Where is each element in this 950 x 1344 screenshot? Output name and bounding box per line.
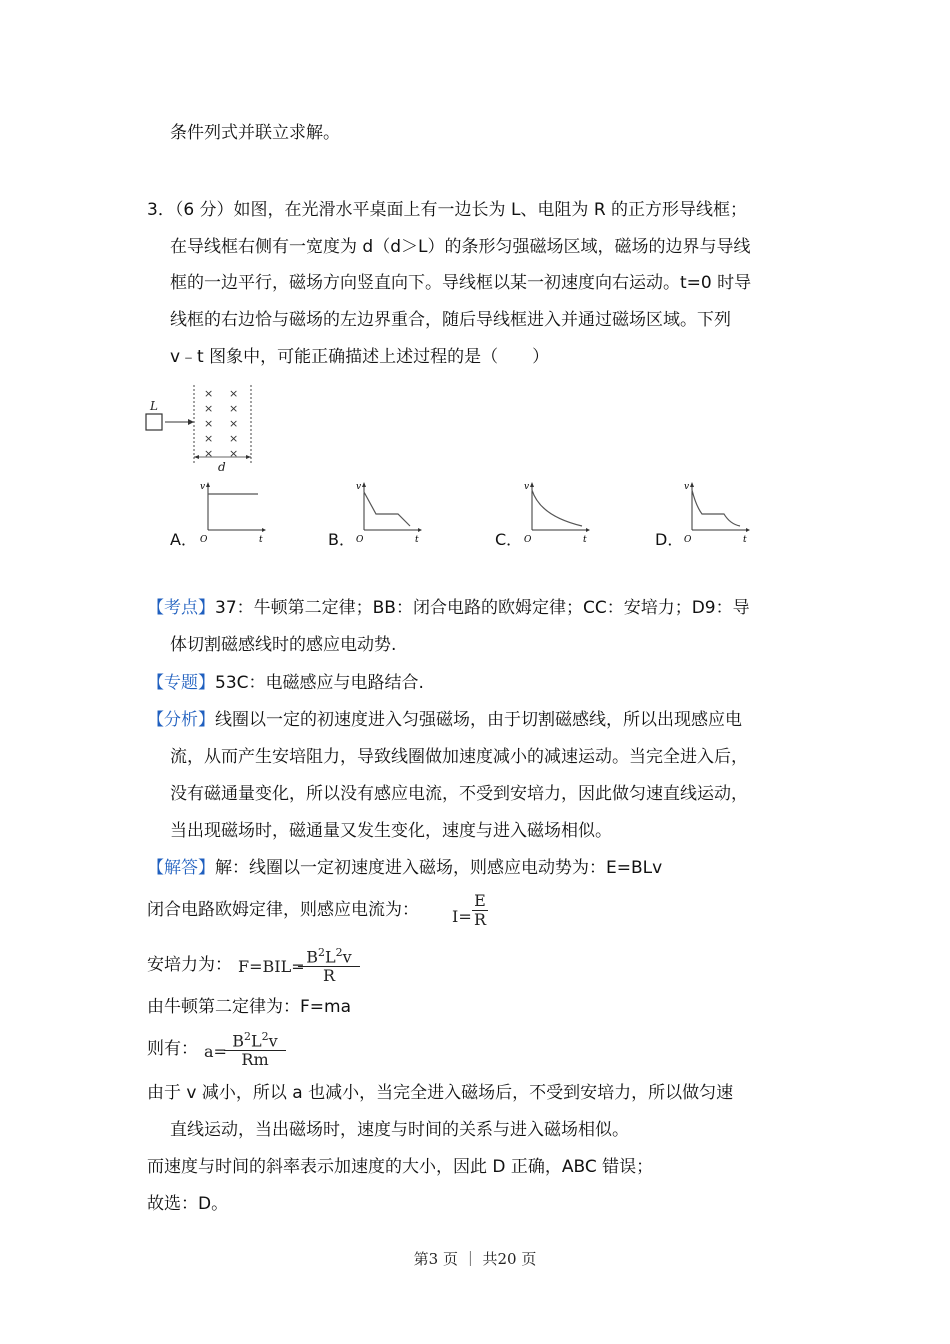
- svg-text:×: ×: [204, 417, 214, 430]
- kaodian-line: 体切割磁感线时的感应电动势.: [170, 635, 397, 655]
- jieda-line: 而速度与时间的斜率表示加速度的大小，因此 D 正确，ABC 错误；: [147, 1157, 654, 1177]
- svg-text:×: ×: [229, 402, 239, 415]
- question-line: 框的一边平行，磁场方向竖直向下。导线框以某一初速度向右运动。t=0 时导: [170, 273, 752, 293]
- jieda-line: 则有：: [147, 1039, 198, 1059]
- svg-text:O: O: [684, 535, 692, 545]
- jieda-line: 【解答】解：线圈以一定初速度进入磁场，则感应电动势为：E=BLv: [147, 858, 663, 878]
- option-b-graph: [352, 478, 424, 548]
- jieda-answer: 故选：D。: [147, 1194, 229, 1214]
- option-c-label: C．: [495, 530, 523, 549]
- option-b-label: B．: [328, 530, 355, 549]
- fenxi-line: 没有磁通量变化，所以没有感应电流，不受到安培力，因此做匀速直线运动，: [170, 784, 748, 804]
- setup-figure: [140, 385, 270, 475]
- kaodian-line: 【考点】37：牛顿第二定律；BB：闭合电路的欧姆定律；CC：安培力；D9：导: [147, 598, 750, 618]
- question-line: v﹣t 图象中，可能正确描述上述过程的是（ ）: [170, 347, 550, 367]
- fenxi-line: 当出现磁场时，磁通量又发生变化，速度与进入磁场相似。: [170, 821, 612, 841]
- jieda-line: 直线运动，当出磁场时，速度与时间的关系与进入磁场相似。: [170, 1120, 629, 1140]
- zhuanti-tag: 【专题】: [147, 673, 215, 693]
- svg-text:v: v: [524, 482, 530, 492]
- svg-text:v: v: [684, 482, 690, 492]
- svg-text:×: ×: [204, 387, 214, 400]
- vt-curve: [692, 490, 740, 526]
- svg-text:t: t: [743, 535, 747, 545]
- jieda-line: 由于 v 减小，所以 a 也减小，当完全进入磁场后，不受到安培力，所以做匀速: [147, 1083, 734, 1103]
- option-c-graph: [520, 478, 592, 548]
- svg-text:t: t: [583, 535, 587, 545]
- svg-text:v: v: [356, 482, 362, 492]
- question-line: 在导线框右侧有一宽度为 d（d＞L）的条形匀强磁场区域，磁场的边界与导线: [170, 237, 751, 257]
- svg-text:O: O: [200, 535, 208, 545]
- option-d-graph: [680, 478, 752, 548]
- kaodian-tag: 【考点】: [147, 598, 215, 618]
- width-label: d: [218, 460, 226, 474]
- svg-text:×: ×: [229, 432, 239, 445]
- svg-text:×: ×: [229, 417, 239, 430]
- jieda-line: 闭合电路欧姆定律，则感应电流为：: [147, 900, 419, 920]
- wire-frame: [146, 414, 162, 430]
- fenxi-line: 流，从而产生安培阻力，导致线圈做加速度减小的减速运动。当完全进入后，: [170, 747, 748, 767]
- vt-curve: [364, 492, 410, 526]
- svg-text:×: ×: [229, 387, 239, 400]
- vt-curve: [532, 490, 582, 526]
- field-symbols: [204, 387, 238, 460]
- option-a-label: A．: [170, 530, 197, 549]
- svg-text:t: t: [415, 535, 419, 545]
- page-footer: 第3 页 ｜ 共20 页: [413, 1250, 537, 1268]
- question-line: 3．（6 分）如图，在光滑水平桌面上有一边长为 L、电阻为 R 的正方形导线框；: [147, 200, 748, 220]
- jieda-tag: 【解答】: [147, 858, 215, 878]
- jieda-line: 由牛顿第二定律为：F=ma: [147, 997, 351, 1017]
- svg-text:v: v: [200, 482, 206, 492]
- option-a-graph: [196, 478, 268, 548]
- jieda-line: 安培力为：: [147, 955, 232, 975]
- fenxi-line: 【分析】线圈以一定的初速度进入匀强磁场，由于切割磁感线，所以出现感应电: [147, 710, 742, 730]
- svg-text:t: t: [259, 535, 263, 545]
- previous-tail-text: 条件列式并联立求解。: [170, 123, 340, 143]
- question-line: 线框的右边恰与磁场的左边界重合，随后导线框进入并通过磁场区域。下列: [170, 310, 731, 330]
- fenxi-tag: 【分析】: [147, 710, 215, 730]
- frame-label: L: [150, 399, 158, 413]
- svg-text:×: ×: [204, 402, 214, 415]
- svg-text:O: O: [356, 535, 364, 545]
- svg-text:×: ×: [204, 447, 214, 460]
- option-d-label: D．: [655, 530, 684, 549]
- zhuanti-line: 【专题】53C：电磁感应与电路结合.: [147, 673, 424, 693]
- svg-text:O: O: [524, 535, 532, 545]
- svg-text:×: ×: [229, 447, 239, 460]
- velocity-arrowhead: [188, 419, 194, 425]
- svg-text:×: ×: [204, 432, 214, 445]
